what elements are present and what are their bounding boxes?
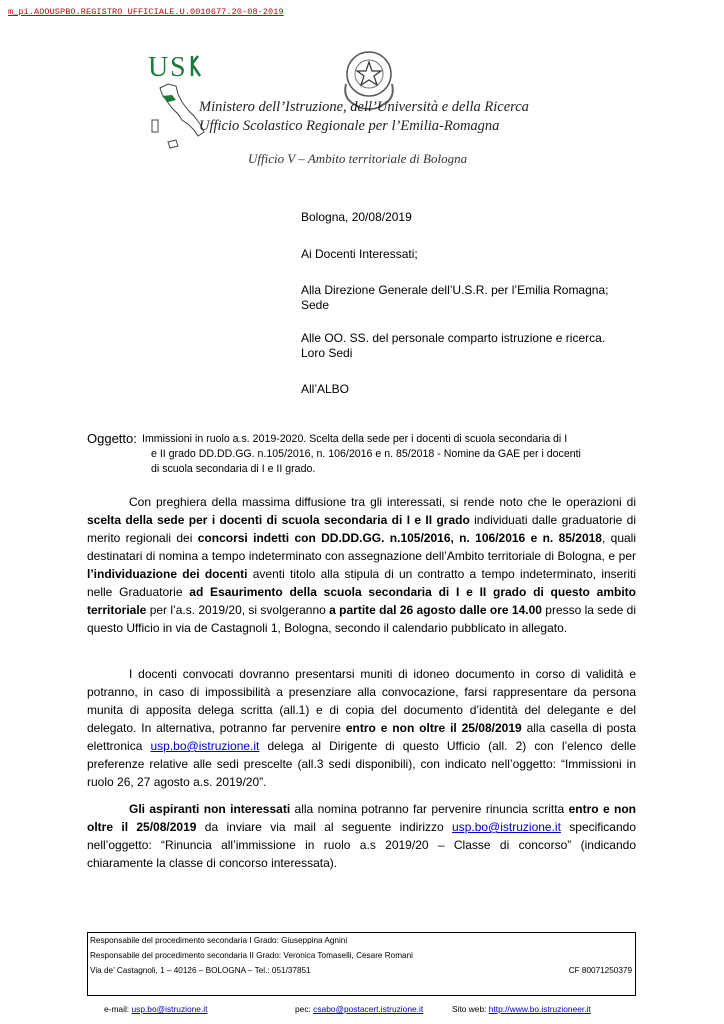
- subject-label: Oggetto:: [87, 431, 137, 446]
- subject-line-1: Immissioni in ruolo a.s. 2019-2020. Scelta della sede per i docenti di scuola secondaria di I: [142, 433, 568, 445]
- footer-web-link[interactable]: http://www.bo.istruzioneer.it: [488, 1004, 591, 1014]
- footer-resp-2: Responsabile del procedimento secondaria II Grado: Veronica Tomaselli, Cesare Romani: [90, 951, 413, 960]
- footer-pec: pec: csabo@postacert.istruzione.it: [295, 1004, 424, 1014]
- ministry-name: Ministero dell’Istruzione, dell’Università e della Ricerca: [199, 99, 529, 115]
- recipient-sede: Sede: [301, 298, 330, 312]
- svg-text:S: S: [170, 52, 186, 83]
- footer-email: e-mail: usp.bo@istruzione.it: [104, 1004, 208, 1014]
- footer-web: Sito web: http://www.bo.istruzioneer.it: [452, 1004, 591, 1014]
- recipient-loro-sedi: Loro Sedi: [301, 346, 353, 360]
- recipient-oo-ss: Alle OO. SS. del personale comparto istruzione e ricerca.: [301, 331, 606, 345]
- subject-text: [142, 432, 637, 477]
- paragraph-1: Con preghiera della massima diffusione tra gli interessati, si rende noto che le operazioni di scelta della sede per i docenti di scuola secondaria di I e II grado individuati dalle graduatorie di merito regionali dei concorsi indetti con DD.DD.GG. n.105/2016, n. 106/2016 e n. 85/2018, quali destinatari di nomina a tempo indeterminato con assegnazione dell’Ambito territoriale di Bologna, e per l’individuazione dei docenti aventi titolo alla stipula di un contratto a tempo indeterminato, inseriti nelle Graduatorie ad Esaurimento della scuola secondaria di I e II grado di questo ambito territoriale per l’a.s. 2019/20, si svolgeranno a partite dal 26 agosto dalle ore 14.00 presso la sede di questo Ufficio in via de Castagnoli 1, Bologna, secondo il calendario pubblicato in allegato.: [87, 495, 636, 635]
- footer-resp-1: Responsabile del procedimento secondaria I Grado: Giuseppina Agnini: [90, 936, 348, 945]
- footer-address: Via de’ Castagnoli, 1 – 40126 – BOLOGNA – Tel.: 051/37851: [90, 966, 311, 975]
- email-link[interactable]: usp.bo@istruzione.it: [452, 820, 561, 834]
- recipient-albo: All’ALBO: [301, 382, 350, 396]
- footer-pec-link[interactable]: csabo@postacert.istruzione.it: [313, 1004, 424, 1014]
- recipient-docenti: Ai Docenti Interessati;: [301, 247, 418, 261]
- svg-text:U: U: [148, 52, 169, 83]
- recipient-direzione: Alla Direzione Generale dell’U.S.R. per l’Emilia Romagna;: [301, 283, 609, 297]
- paragraph-2: I docenti convocati dovranno presentarsi muniti di idoneo documento in corso di validità e potranno, in caso di impossibilità a presenziare alla convocazione, farsi rappresentare da persona munita di apposita delega scritta (all.1) e di copia del documento d’identità del delegante e del delegato. In alternativa, potranno far pervenire entro e non oltre il 25/08/2019 alla casella di posta elettronica usp.bo@istruzione.it delega al Dirigente di questo Ufficio (all. 2) con l’elenco delle preferenze relative alle sedi prescelte (all.3 sedi disponibili), con indicato nell’oggetto: “Immissioni in ruolo 26, 27 agosto a.s. 2019/20”.: [87, 667, 636, 789]
- email-link[interactable]: usp.bo@istruzione.it: [150, 739, 260, 753]
- protocol-number: m_pi.AOOUSPBO.REGISTRO UFFICIALE.U.0010677.20-08-2019: [8, 7, 284, 17]
- subject-line-3: di scuola secondaria di I e II grado.: [151, 463, 316, 475]
- letter-date: Bologna, 20/08/2019: [301, 210, 412, 224]
- footer-email-link[interactable]: usp.bo@istruzione.it: [131, 1004, 208, 1014]
- ufficio-name: Ufficio V – Ambito territoriale di Bologna: [248, 151, 468, 166]
- subject-line-2: e II grado DD.DD.GG. n.105/2016, n. 106/2016 e n. 85/2018 - Nomine da GAE per i docenti: [151, 448, 581, 460]
- footer-cf: CF 80071250379: [568, 966, 632, 975]
- office-name: Ufficio Scolastico Regionale per l’Emilia-Romagna: [199, 118, 500, 134]
- paragraph-3: Gli aspiranti non interessati alla nomina potranno far pervenire rinuncia scritta entro e non oltre il 25/08/2019 da inviare via mail al seguente indirizzo usp.bo@istruzione.it specificando nell’oggetto: “Rinuncia all’immissione in ruolo a.s 2019/20 – Classe di concorso” (indicando chiaramente la classe di concorso interessata).: [87, 802, 636, 870]
